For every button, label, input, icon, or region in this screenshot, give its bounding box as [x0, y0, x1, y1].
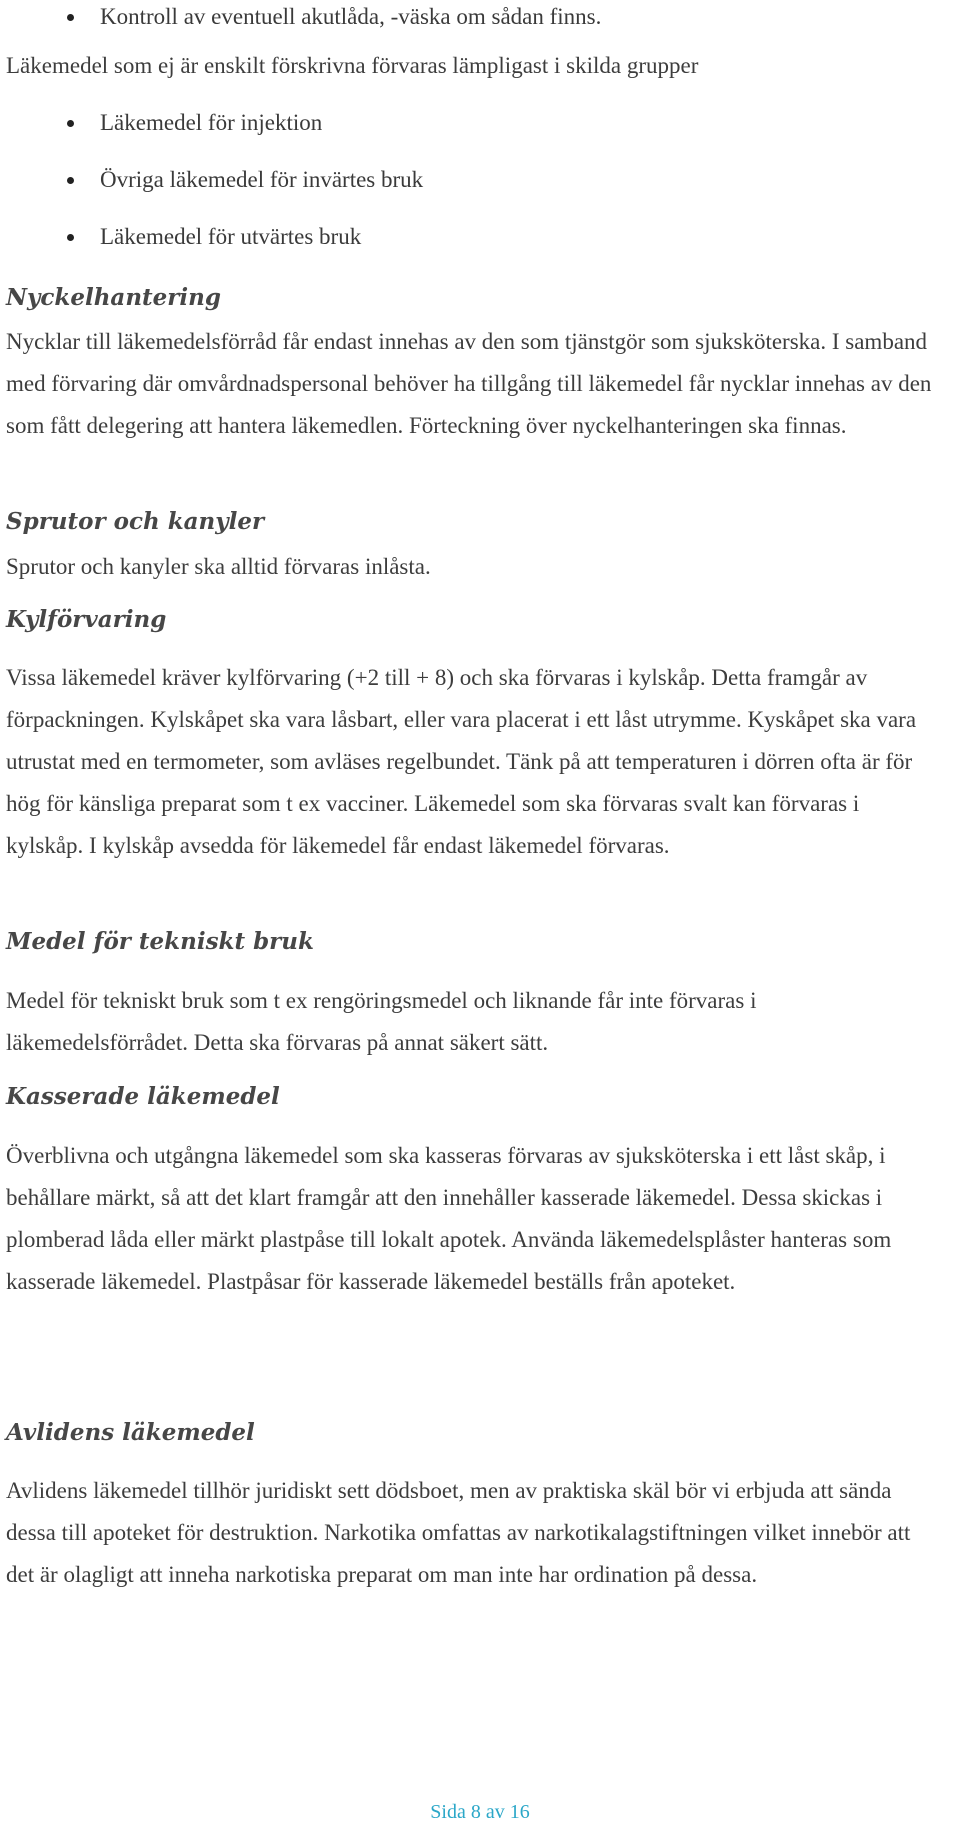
list-item-text: Läkemedel för injektion	[100, 110, 323, 135]
bullet-dot	[67, 120, 74, 127]
bullet-dot	[67, 234, 74, 241]
list-item	[6, 108, 946, 137]
section-heading-nyckelhantering: Nyckelhantering	[6, 284, 221, 311]
list-item	[6, 165, 946, 194]
section-text-avlidens: Avlidens läkemedel tillhör juridiskt sett dödsboet, men av praktiska skäl bör vi erbjuda att sända dessa till apoteket för destruktion. Narkotika omfattas av narkotikalagstiftningen vilket innebör att det är olagligt att inneha narkotiska preparat om man inte har ordination på dessa.	[6, 1478, 911, 1587]
bullet-dot	[67, 177, 74, 184]
list-item-text: Kontroll av eventuell akutlåda, -väska om sådan finns.	[100, 4, 602, 29]
page-number: Sida 8 av 16	[430, 1801, 530, 1823]
top-bullet-list	[6, 0, 946, 29]
intro-paragraph: Läkemedel som ej är enskilt förskrivna förvaras lämpligast i skilda grupper	[6, 53, 699, 78]
section-heading-kasserade: Kasserade läkemedel	[6, 1083, 280, 1110]
group-bullet-list	[6, 108, 946, 251]
section-heading-sprutor: Sprutor och kanyler	[6, 508, 265, 535]
section-text-kasserade: Överblivna och utgångna läkemedel som ska kasseras förvaras av sjuksköterska i ett låst skåp, i behållare märkt, så att det klart framgår att den innehåller kasserade läkemedel. Dessa skickas i plomberad låda eller märkt plastpåse till lokalt apotek. Använda läkemedelsplåster hanteras som kasserade läkemedel. Plastpåsar för kasserade läkemedel beställs från apoteket.	[6, 1143, 892, 1294]
section-heading-avlidens: Avlidens läkemedel	[6, 1419, 255, 1446]
section-text-nyckelhantering: Nycklar till läkemedelsförråd får endast innehas av den som tjänstgör som sjuksköterska. I samband med förvaring där omvårdnadspersonal behöver ha tillgång till läkemedel får nycklar innehas av den som fått delegering att hantera läkemedlen. Förteckning över nyckelhanteringen ska finnas.	[6, 329, 932, 438]
section-text-kylforvaring: Vissa läkemedel kräver kylförvaring (+2 till + 8) och ska förvaras i kylskåp. Detta framgår av förpackningen. Kylskåpet ska vara låsbart, eller vara placerat i ett låst utrymme. Kyskåpet ska vara utrustat med en termometer, som avläses regelbundet. Tänk på att temperaturen i dörren ofta är för hög för känsliga preparat som t ex vacciner. Läkemedel som ska förvaras svalt kan förvaras i kylskåp. I kylskåp avsedda för läkemedel får endast läkemedel förvaras.	[6, 665, 917, 858]
list-item	[6, 222, 946, 251]
section-heading-kylforvaring: Kylförvaring	[6, 606, 167, 633]
list-item-text: Övriga läkemedel för invärtes bruk	[100, 167, 424, 192]
section-text-sprutor: Sprutor och kanyler ska alltid förvaras inlåsta.	[6, 554, 431, 579]
section-heading-tekniskt-bruk: Medel för tekniskt bruk	[6, 928, 314, 955]
bullet-dot	[67, 14, 74, 21]
list-item-text: Läkemedel för utvärtes bruk	[100, 224, 362, 249]
section-text-tekniskt-bruk: Medel för tekniskt bruk som t ex rengöringsmedel och liknande får inte förvaras i läkemedelsförrådet. Detta ska förvaras på annat säkert sätt.	[6, 988, 757, 1055]
list-item	[6, 2, 946, 31]
